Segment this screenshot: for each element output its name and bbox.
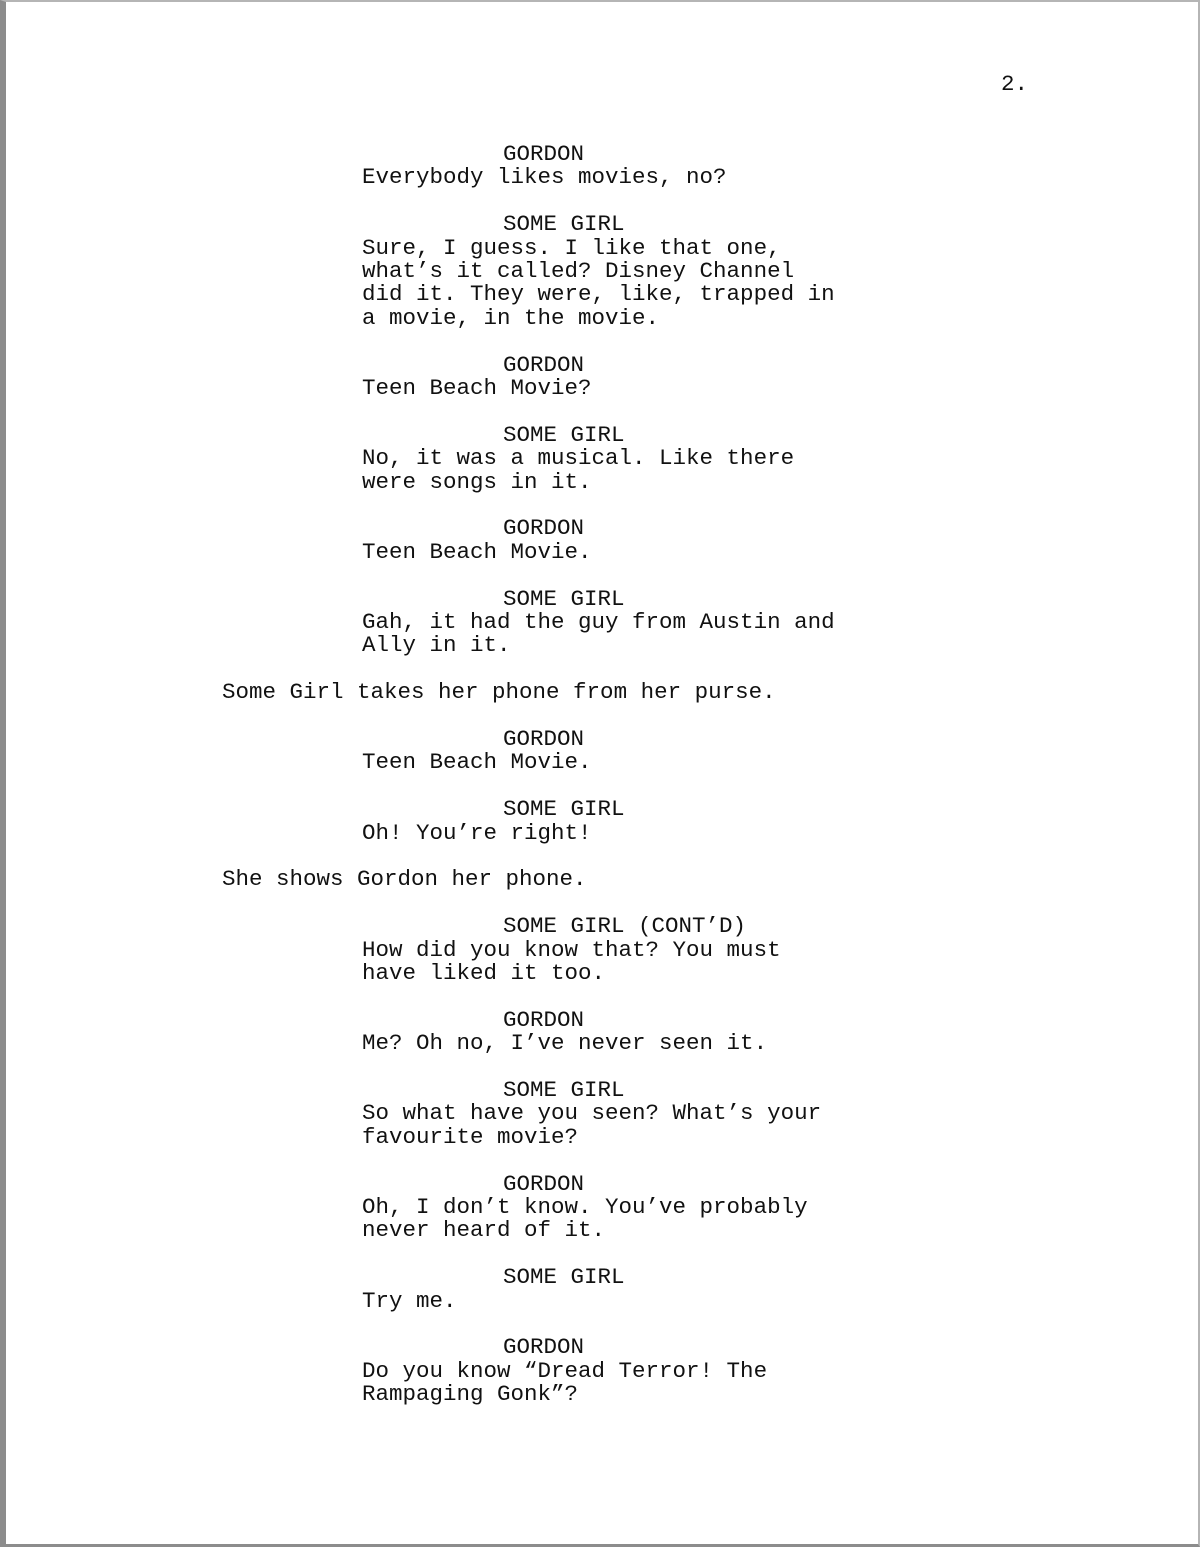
character-name: GORDON: [503, 141, 585, 167]
dialogue-line: No, it was a musical. Like there: [362, 445, 795, 472]
dialogue-line: Do you know “Dread Terror! The: [362, 1357, 768, 1384]
character-name: SOME GIRL: [503, 1077, 625, 1103]
dialogue-line: Try me.: [362, 1287, 457, 1314]
dialogue-line: Gah, it had the guy from Austin and: [362, 609, 835, 635]
character-name: SOME GIRL: [503, 796, 625, 823]
dialogue-line: Teen Beach Movie?: [362, 375, 592, 401]
character-name: SOME GIRL: [503, 421, 625, 448]
action-line: Some Girl takes her phone from her purse.: [222, 679, 776, 706]
character-name: SOME GIRL (CONT’D): [503, 913, 747, 940]
dialogue-line: Ally in it.: [362, 632, 511, 659]
dialogue-line: Rampaging Gonk”?: [362, 1381, 579, 1408]
dialogue-line: a movie, in the movie.: [362, 304, 660, 331]
action-line: She shows Gordon her phone.: [222, 866, 587, 893]
character-name: GORDON: [503, 1170, 585, 1197]
dialogue-line: Teen Beach Movie.: [362, 538, 592, 565]
dialogue-line: never heard of it.: [362, 1217, 606, 1244]
character-name: SOME GIRL: [503, 1264, 625, 1291]
character-name: SOME GIRL: [503, 585, 625, 612]
character-name: GORDON: [503, 726, 585, 752]
dialogue-line: what’s it called? Disney Channel: [362, 258, 795, 284]
dialogue-line: Me? Oh no, I’ve never seen it.: [362, 1030, 768, 1057]
character-name: GORDON: [503, 1006, 585, 1033]
dialogue-line: Everybody likes movies, no?: [362, 164, 727, 191]
dialogue-line: were songs in it.: [362, 468, 592, 495]
dialogue-line: have liked it too.: [362, 960, 606, 986]
character-name: GORDON: [503, 515, 585, 542]
dialogue-line: favourite movie?: [362, 1123, 579, 1150]
character-name: GORDON: [503, 351, 585, 378]
character-name: SOME GIRL: [503, 211, 625, 238]
dialogue-line: So what have you seen? What’s your: [362, 1100, 822, 1127]
dialogue-line: did it. They were, like, trapped in: [362, 281, 835, 308]
dialogue-line: How did you know that? You must: [362, 936, 781, 963]
character-name: GORDON: [503, 1334, 585, 1361]
dialogue-line: Oh! You’re right!: [362, 819, 592, 846]
page-number: 2.: [1001, 71, 1029, 97]
dialogue-line: Oh, I don’t know. You’ve probably: [362, 1194, 808, 1220]
dialogue-line: Sure, I guess. I like that one,: [362, 234, 781, 261]
dialogue-line: Teen Beach Movie.: [362, 749, 592, 776]
